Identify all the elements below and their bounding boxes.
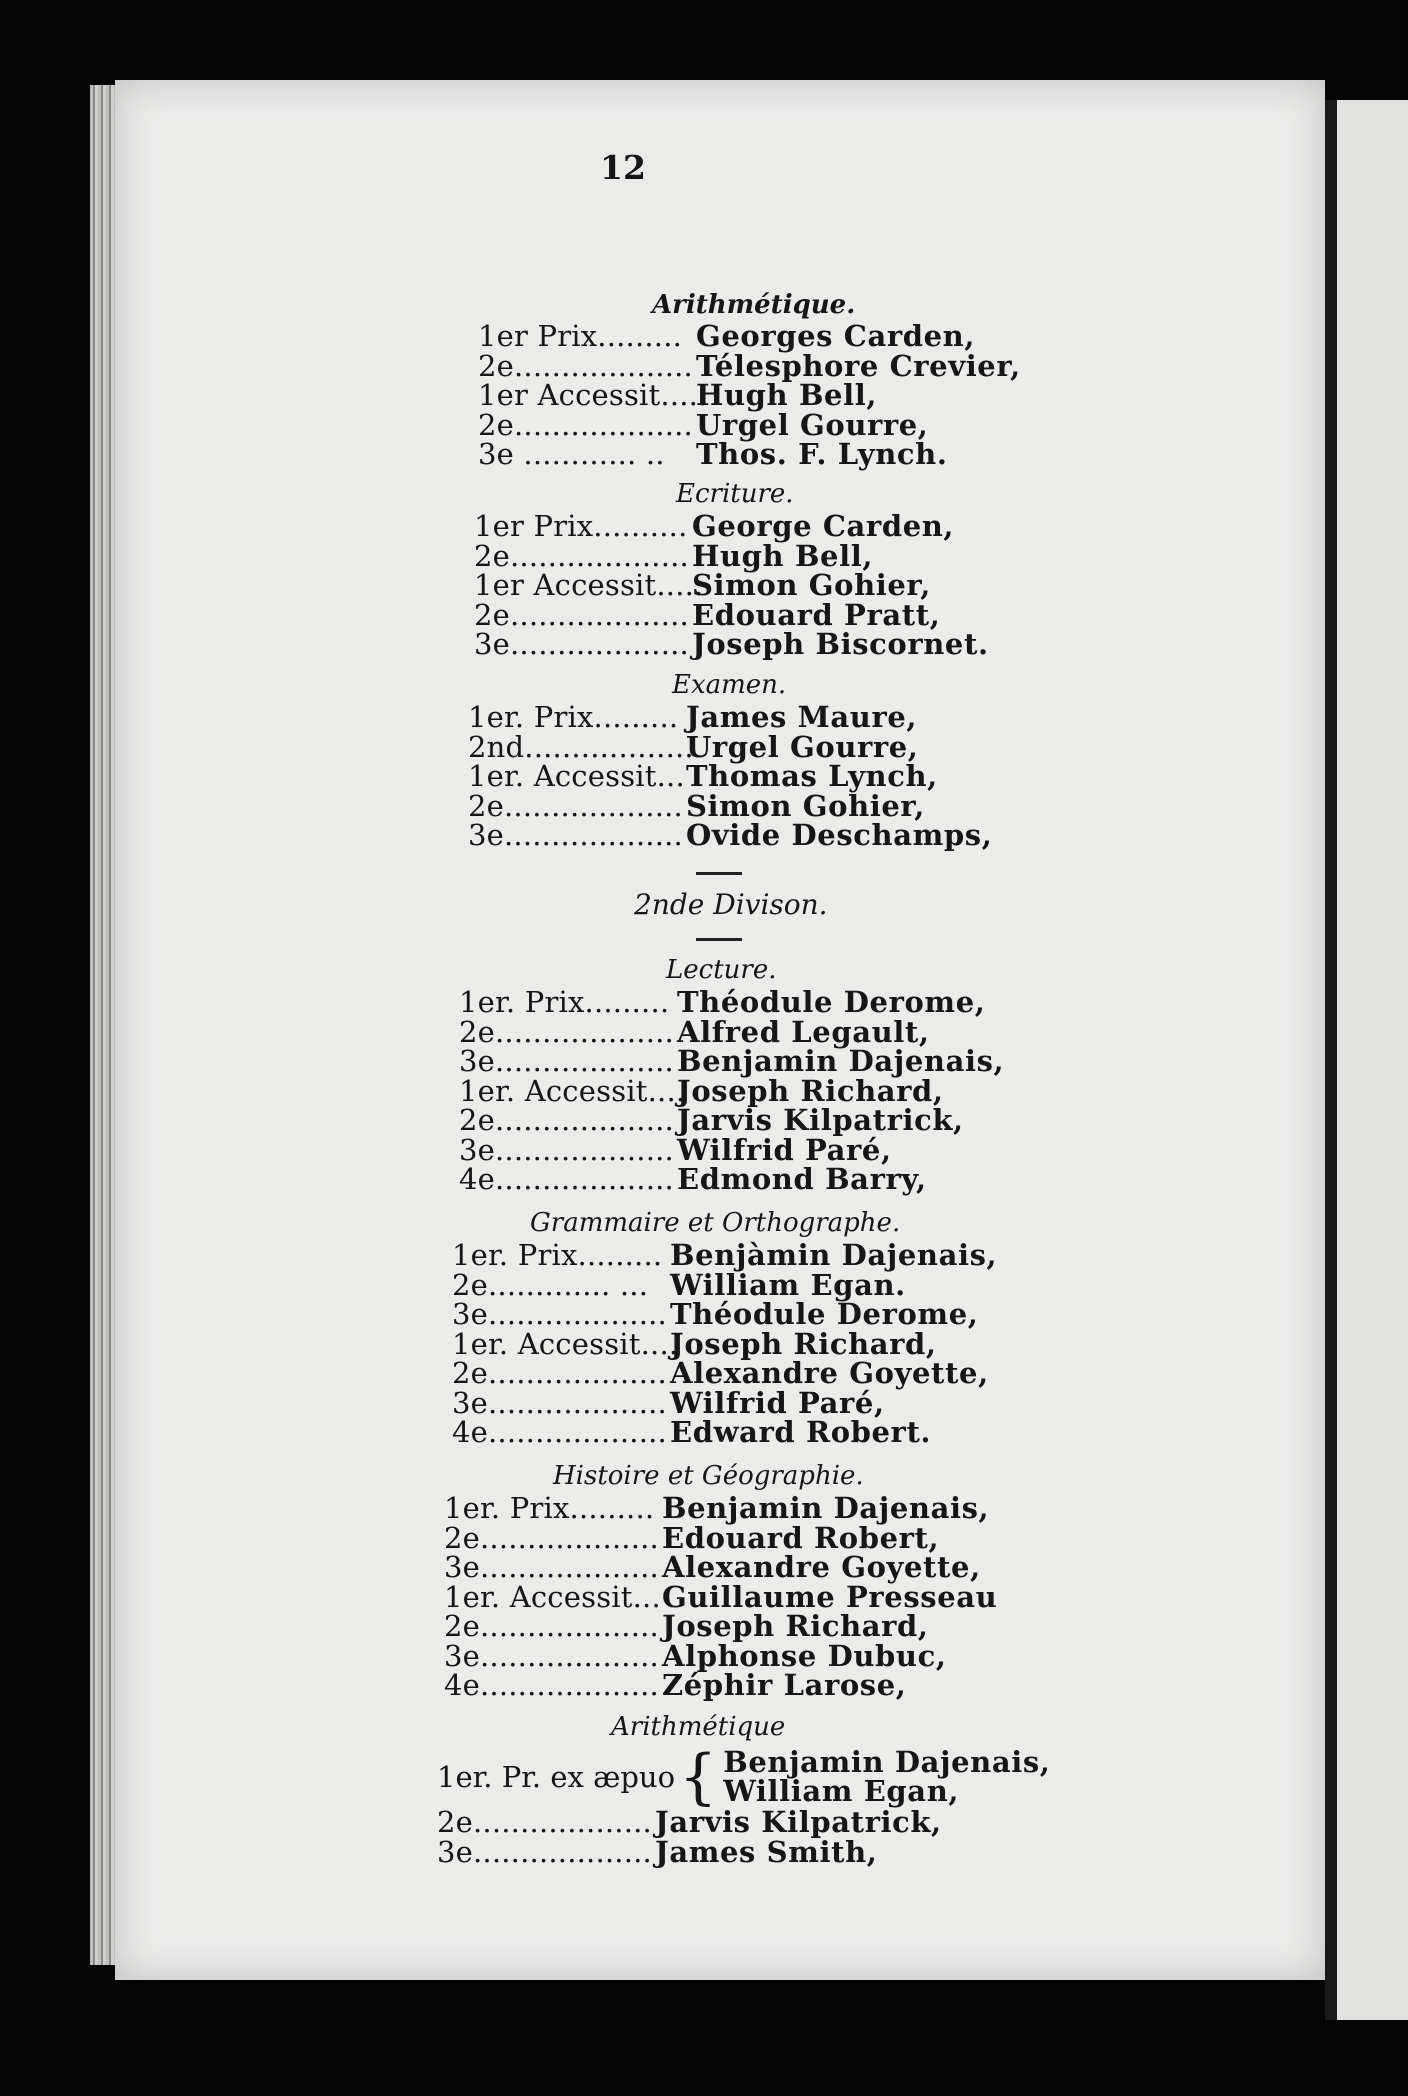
award-rank: 3e...................	[468, 818, 683, 852]
ex-aequo-name: William Egan,	[723, 1774, 960, 1808]
student-name: Joseph Biscornet.	[692, 627, 989, 661]
award-rank: 2e...................	[459, 1103, 674, 1137]
student-name: Alexandre Goyette,	[670, 1356, 989, 1390]
award-rank: 1er. Prix.........	[468, 700, 679, 734]
student-name: Hugh Bell,	[692, 538, 874, 573]
section-arithmetique	[478, 319, 1021, 471]
ex-aequo-rank: 1er. Pr. ex æpuo	[437, 1759, 676, 1794]
section-heading-grammaire: Grammaire et Orthographe.	[530, 1208, 901, 1238]
award-rank: 1er Accessit.....	[474, 568, 704, 602]
award-rank: 1er. Accessit....	[452, 1326, 679, 1361]
ex-aequo-name: Benjamin Dajenais,	[723, 1745, 1051, 1779]
award-rank: 2e...................	[468, 788, 683, 823]
award-rank: 4e...................	[452, 1415, 667, 1449]
student-name: Thos. F. Lynch.	[696, 437, 948, 471]
student-name: Zéphir Larose,	[662, 1668, 907, 1702]
section-examen	[468, 700, 993, 852]
student-name: Benjàmin Dajenais,	[670, 1238, 998, 1272]
section-heading-arithmetique: Arithmétique.	[652, 290, 856, 320]
award-rank: 1er. Accessit....	[459, 1073, 686, 1108]
student-name: Jarvis Kilpatrick,	[677, 1103, 964, 1137]
section-grammaire	[452, 1238, 998, 1449]
award-rank: 1er Prix.........	[478, 319, 683, 353]
section-ecriture	[474, 509, 989, 661]
student-name: Urgel Gourre,	[696, 407, 929, 442]
award-rank: 1er. Accessit...	[444, 1579, 661, 1614]
student-name: Alexandre Goyette,	[662, 1550, 981, 1584]
ex-aequo-entry	[437, 1742, 1051, 1812]
student-name: Simon Gohier,	[686, 788, 925, 823]
award-rank: 3e...................	[474, 627, 689, 661]
section-heading-lecture: Lecture.	[666, 955, 777, 985]
divider-rule	[696, 872, 742, 875]
section-heading-examen: Examen.	[672, 670, 787, 700]
award-rank: 1er. Prix.........	[459, 985, 670, 1019]
student-name: Edouard Robert,	[662, 1520, 940, 1555]
student-name: Joseph Richard,	[677, 1073, 944, 1108]
section-lecture	[459, 985, 1005, 1196]
award-rank: 2nd..................	[468, 729, 694, 764]
award-rank: 2e...................	[444, 1609, 659, 1643]
student-name: William Egan.	[670, 1267, 906, 1302]
divider-rule	[696, 938, 742, 941]
section-arithmetique-2	[437, 1805, 942, 1869]
award-rank: 1er Accessit.....	[478, 378, 708, 412]
student-name: Simon Gohier,	[692, 568, 931, 602]
award-rank: 2e...................	[478, 348, 693, 383]
student-name: Edouard Pratt,	[692, 597, 941, 632]
student-name: Théodule Derome,	[677, 985, 986, 1019]
section-heading-ecriture: Ecriture.	[676, 479, 794, 509]
student-name: Benjamin Dajenais,	[662, 1491, 990, 1525]
award-rank: 3e...................	[452, 1385, 667, 1420]
student-name: Thomas Lynch,	[686, 759, 938, 793]
student-name: Urgel Gourre,	[686, 729, 919, 764]
student-name: Edward Robert.	[670, 1415, 932, 1449]
award-rank: 1er. Prix.........	[452, 1238, 663, 1272]
award-rank: 2e...................	[474, 538, 689, 573]
student-name: James Smith,	[655, 1834, 878, 1869]
award-rank: 2e...................	[474, 597, 689, 632]
award-rank: 3e...................	[444, 1550, 659, 1584]
student-name: Wilfrid Paré,	[677, 1132, 892, 1167]
section-heading-histoire: Histoire et Géographie.	[553, 1461, 864, 1491]
student-name: Joseph Richard,	[662, 1609, 929, 1643]
division-title: 2nde Divison.	[634, 888, 828, 921]
award-rank: 3e...................	[444, 1638, 659, 1673]
student-name: Benjamin Dajenais,	[677, 1044, 1005, 1078]
student-name: George Carden,	[692, 509, 955, 543]
award-rank: 2e...................	[478, 407, 693, 442]
student-name: Edmond Barry,	[677, 1162, 927, 1196]
student-name: Jarvis Kilpatrick,	[655, 1805, 942, 1839]
ex-aequo-names	[723, 1745, 1051, 1808]
award-rank: 1er Prix..........	[474, 509, 688, 543]
student-name: Guillaume Presseau	[662, 1579, 998, 1614]
student-name: Joseph Richard,	[670, 1326, 937, 1361]
student-name: Wilfrid Paré,	[670, 1385, 885, 1420]
award-rank: 2e...................	[452, 1356, 667, 1390]
award-rank: 2e...................	[444, 1520, 659, 1555]
award-rank: 1er. Accessit...	[468, 759, 685, 793]
award-rank: 3e...................	[459, 1132, 674, 1167]
award-rank: 3e ............ ..	[478, 437, 665, 471]
page-number: 12	[600, 148, 646, 187]
student-name: Alfred Legault,	[677, 1014, 930, 1049]
student-name: James Maure,	[686, 700, 918, 734]
award-rank: 2e...................	[459, 1014, 674, 1049]
student-name: Télesphore Crevier,	[696, 348, 1021, 383]
award-rank: 3e...................	[437, 1834, 652, 1869]
award-rank: 4e...................	[444, 1668, 659, 1702]
student-name: Georges Carden,	[696, 319, 976, 353]
award-rank: 1er. Prix.........	[444, 1491, 655, 1525]
student-name: Ovide Deschamps,	[686, 818, 993, 852]
brace-glyph: {	[679, 1742, 718, 1812]
student-name: Alphonse Dubuc,	[662, 1638, 947, 1673]
award-rank: 2e...................	[437, 1805, 652, 1839]
award-rank: 3e...................	[459, 1044, 674, 1078]
student-name: Hugh Bell,	[696, 378, 878, 412]
award-rank: 4e...................	[459, 1162, 674, 1196]
student-name: Théodule Derome,	[670, 1297, 979, 1331]
section-histoire	[444, 1491, 998, 1702]
award-rank: 3e...................	[452, 1297, 667, 1331]
section-heading-arithmetique-2: Arithmétique	[611, 1712, 786, 1742]
award-rank: 2e............. ...	[452, 1267, 649, 1302]
